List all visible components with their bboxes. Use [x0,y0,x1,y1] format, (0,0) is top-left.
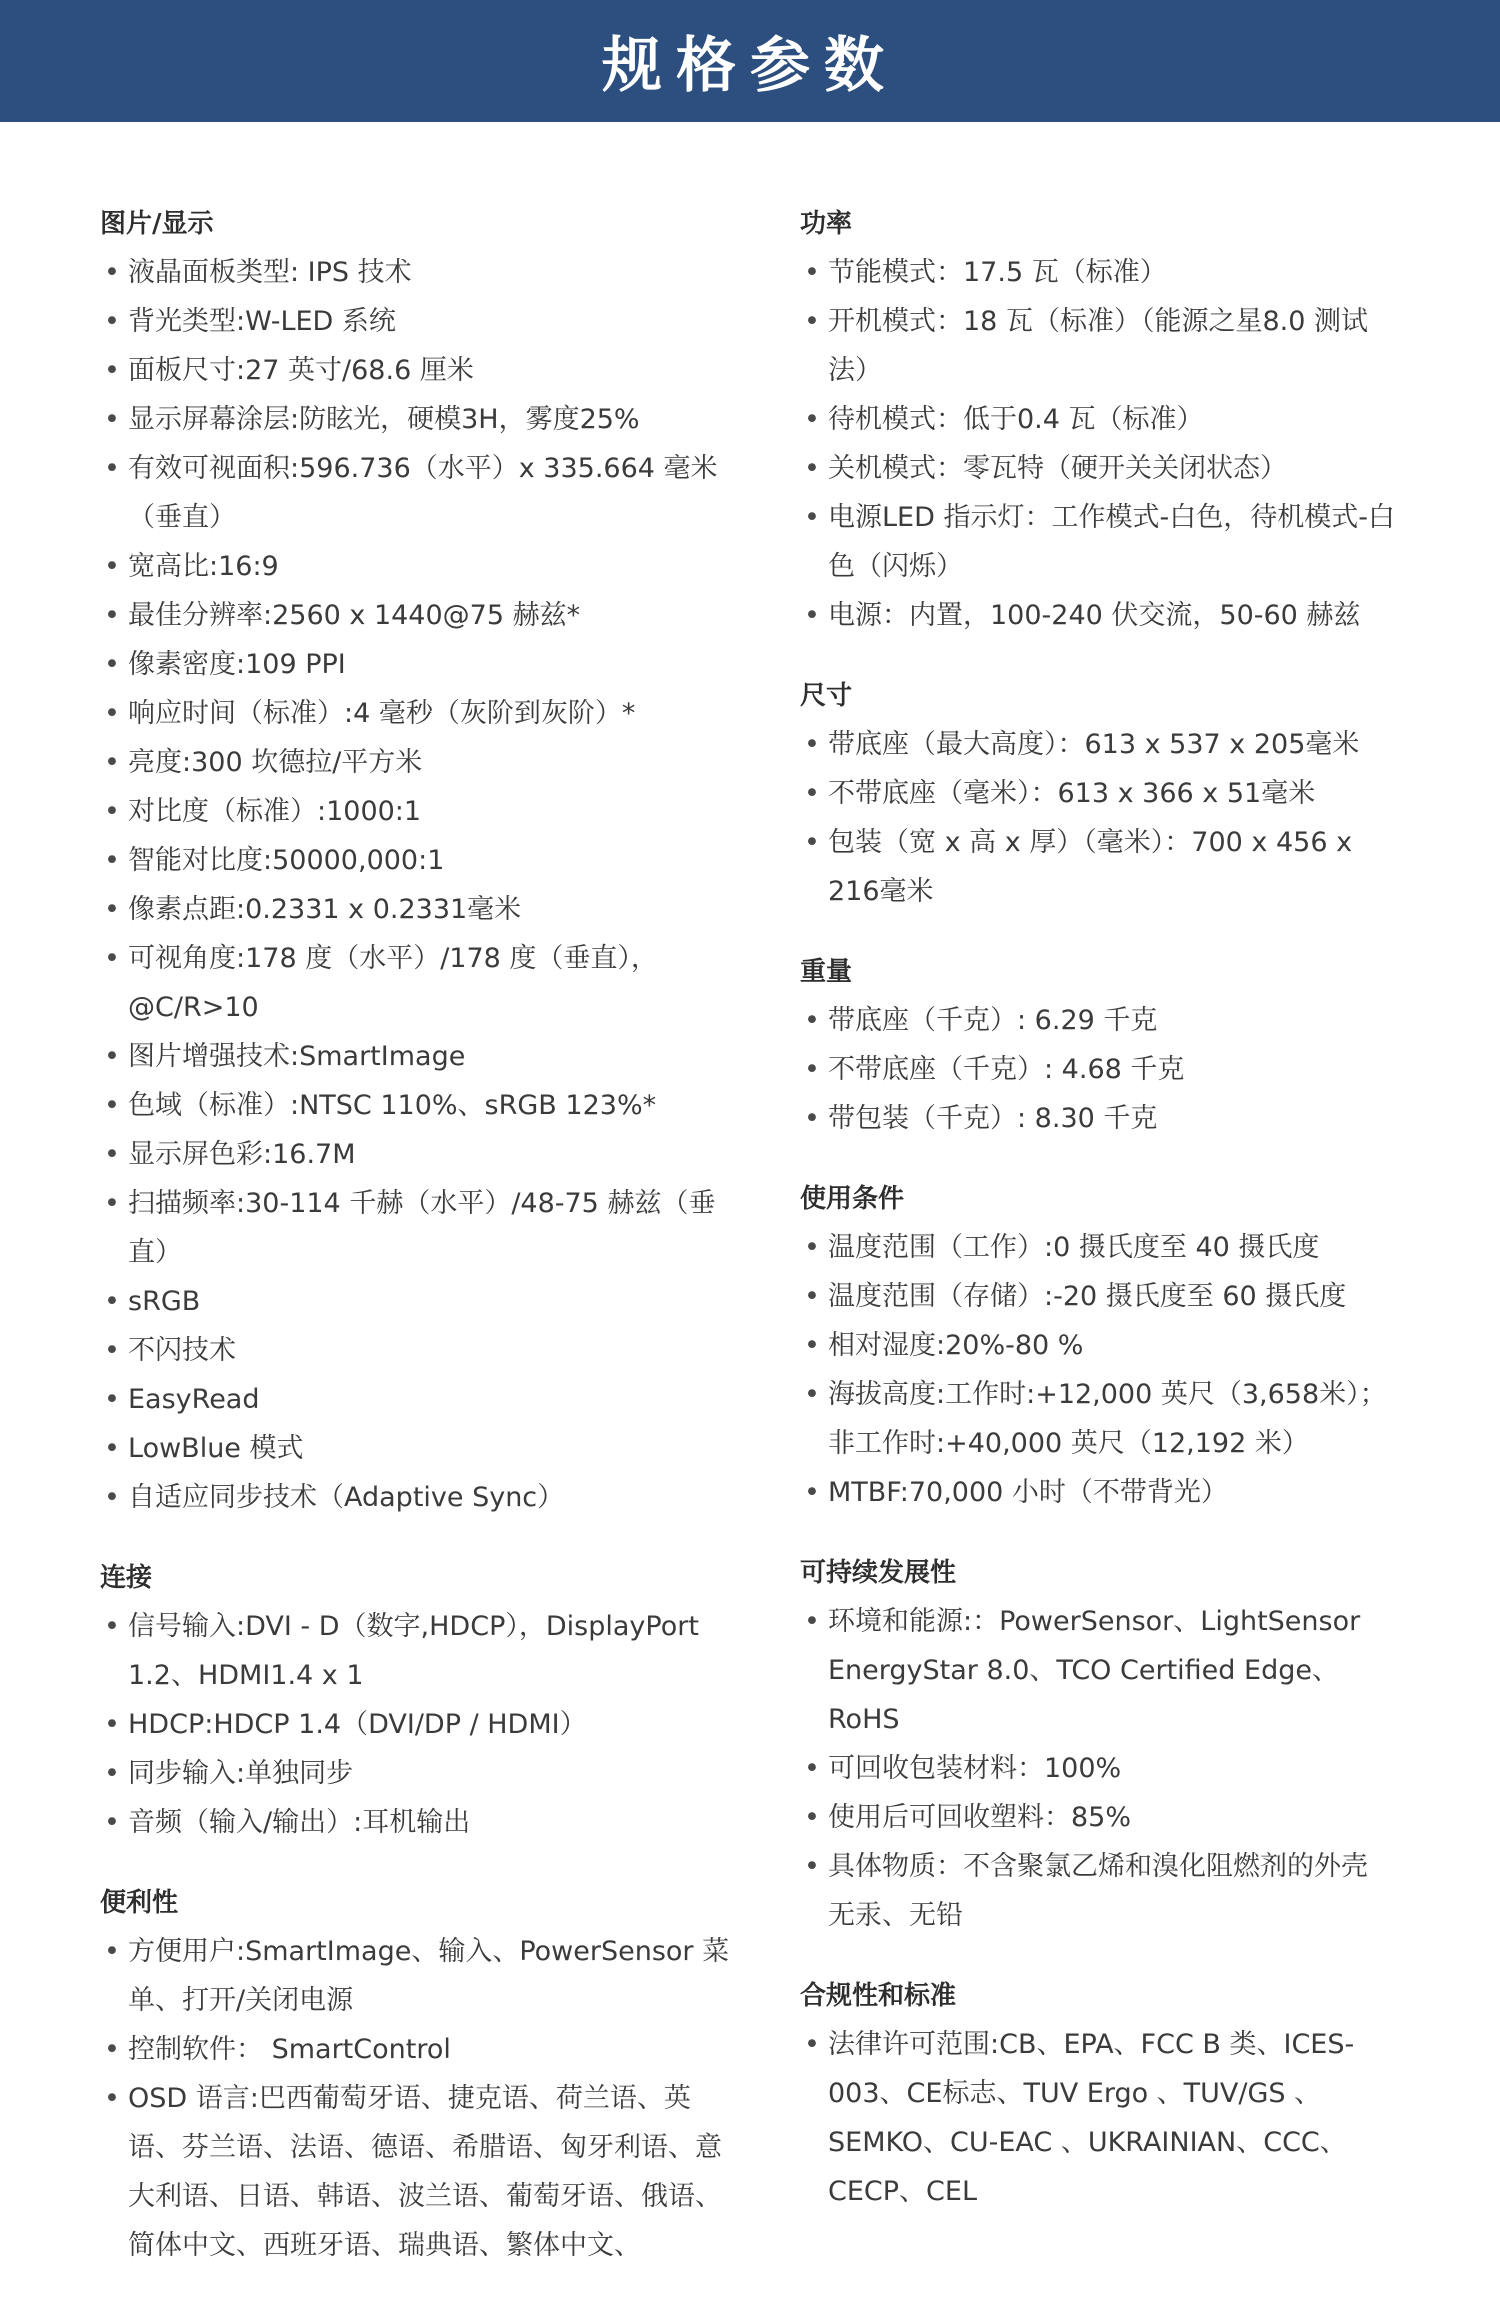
spec-item: • 使用后可回收塑料：85% [800,1793,1400,1842]
spec-item: • MTBF:70,000 小时（不带背光） [800,1468,1400,1517]
section-title: 尺寸 [800,681,853,711]
section-title: 图片/显示 [100,209,214,239]
spec-item: • 节能模式：17.5 瓦（标准） [800,248,1400,297]
spec-item: • 同步输入:单独同步 [100,1749,740,1798]
spec-item: • 电源LED 指示灯：工作模式-白色，待机模式-白色（闪烁） [800,493,1400,591]
spec-item: • sRGB [100,1277,740,1326]
spec-item: • 温度范围（存储）:-20 摄氏度至 60 摄氏度 [800,1272,1400,1321]
spec-item: • OSD 语言:巴西葡萄牙语、捷克语、荷兰语、英语、芬兰语、法语、德语、希腊语、匈牙利语、意大利语、日语、韩语、波兰语、葡萄牙语、俄语、简体中文、西班牙语、瑞典语、繁体中文、 [100,2074,740,2270]
spec-section [800,1972,1400,2216]
spec-item: • 关机模式：零瓦特（硬开关关闭状态） [800,444,1400,493]
spec-item: • HDCP:HDCP 1.4（DVI/DP / HDMI） [100,1700,740,1749]
spec-section [800,200,1400,640]
spec-item: • 宽高比:16:9 [100,542,740,591]
spec-list [800,996,1400,1143]
spec-section [800,948,1400,1143]
section-title: 合规性和标准 [800,1981,957,2011]
spec-item: • LowBlue 模式 [100,1424,740,1473]
spec-item: • 亮度:300 坎德拉/平方米 [100,738,740,787]
spec-item: • 最佳分辨率:2560 x 1440@75 赫兹* [100,591,740,640]
spec-item: • 背光类型:W-LED 系统 [100,297,740,346]
spec-item: • 色域（标准）:NTSC 110%、sRGB 123%* [100,1081,740,1130]
spec-item: • 不带底座（千克）: 4.68 千克 [800,1045,1400,1094]
spec-item: • 智能对比度:50000,000:1 [100,836,740,885]
spec-item: • 可视角度:178 度（水平）/178 度（垂直），@C/R>10 [100,934,740,1032]
header-banner [0,0,1500,122]
spec-item: • 可回收包装材料：100% [800,1744,1400,1793]
page-title: 规格参数 [602,31,898,101]
spec-item: • 音频（输入/输出）:耳机输出 [100,1798,740,1847]
spec-item: • 自适应同步技术（Adaptive Sync） [100,1473,740,1522]
section-title: 使用条件 [800,1184,905,1214]
spec-item: • 环境和能源:：PowerSensor、LightSensor EnergyStar 8.0、TCO Certified Edge、RoHS [800,1597,1400,1744]
spec-item: • 像素密度:109 PPI [100,640,740,689]
spec-item: • EasyRead [100,1375,740,1424]
spec-list [800,2020,1400,2216]
spec-list [100,1602,740,1847]
spec-item: • 带底座（最大高度）：613 x 537 x 205毫米 [800,720,1400,769]
spec-list [100,1927,740,2270]
spec-item: • 相对湿度:20%-80 % [800,1321,1400,1370]
spec-item: • 液晶面板类型: IPS 技术 [100,248,740,297]
spec-section [100,200,740,1522]
spec-item: • 包装（宽 x 高 x 厚）（毫米）：700 x 456 x 216毫米 [800,818,1400,916]
spec-list [800,248,1400,640]
spec-item: • 带包装（千克）: 8.30 千克 [800,1094,1400,1143]
spec-item: • 显示屏色彩:16.7M [100,1130,740,1179]
spec-section [800,672,1400,916]
spec-list [800,1597,1400,1940]
spec-section [100,1879,740,2270]
spec-section [100,1554,740,1847]
spec-list [100,248,740,1522]
section-title: 便利性 [100,1888,179,1918]
spec-item: • 显示屏幕涂层:防眩光，硬模3H，雾度25% [100,395,740,444]
spec-item: • 具体物质：不含聚氯乙烯和溴化阻燃剂的外壳 无汞、无铅 [800,1842,1400,1940]
spec-item: • 有效可视面积:596.736（水平）x 335.664 毫米（垂直） [100,444,740,542]
spec-item: • 待机模式：低于0.4 瓦（标准） [800,395,1400,444]
spec-item: • 控制软件： SmartControl [100,2025,740,2074]
spec-item: • 开机模式：18 瓦（标准）（能源之星8.0 测试法） [800,297,1400,395]
spec-item: • 电源：内置，100-240 伏交流，50-60 赫兹 [800,591,1400,640]
spec-item: • 方便用户:SmartImage、输入、PowerSensor 菜单、打开/关闭电源 [100,1927,740,2025]
spec-list [800,1223,1400,1517]
right-spec-column [800,200,1400,2248]
spec-item: • 面板尺寸:27 英寸/68.6 厘米 [100,346,740,395]
spec-section [800,1175,1400,1517]
spec-item: • 海拔高度:工作时:+12,000 英尺（3,658米）；非工作时:+40,000 英尺（12,192 米） [800,1370,1400,1468]
section-title: 重量 [800,957,853,987]
section-title: 连接 [100,1563,153,1593]
spec-item: • 图片增强技术:SmartImage [100,1032,740,1081]
spec-item: • 像素点距:0.2331 x 0.2331毫米 [100,885,740,934]
left-spec-column [100,200,740,2302]
spec-item: • 不闪技术 [100,1326,740,1375]
spec-list [800,720,1400,916]
section-title: 可持续发展性 [800,1558,957,1588]
spec-item: • 温度范围（工作）:0 摄氏度至 40 摄氏度 [800,1223,1400,1272]
spec-item: • 响应时间（标准）:4 毫秒（灰阶到灰阶）* [100,689,740,738]
spec-item: • 带底座（千克）: 6.29 千克 [800,996,1400,1045]
spec-section [800,1549,1400,1940]
spec-item: • 扫描频率:30-114 千赫（水平）/48-75 赫兹（垂直） [100,1179,740,1277]
spec-item: • 信号输入:DVI - D（数字,HDCP），DisplayPort 1.2、HDMI1.4 x 1 [100,1602,740,1700]
section-title: 功率 [800,209,853,239]
spec-item: • 法律许可范围:CB、EPA、FCC B 类、ICES-003、CE标志、TUV Ergo 、TUV/GS 、SEMKO、CU-EAC 、UKRAINIAN、CCC、CECP、CEL [800,2020,1400,2216]
spec-item: • 不带底座（毫米）：613 x 366 x 51毫米 [800,769,1400,818]
spec-item: • 对比度（标准）:1000:1 [100,787,740,836]
